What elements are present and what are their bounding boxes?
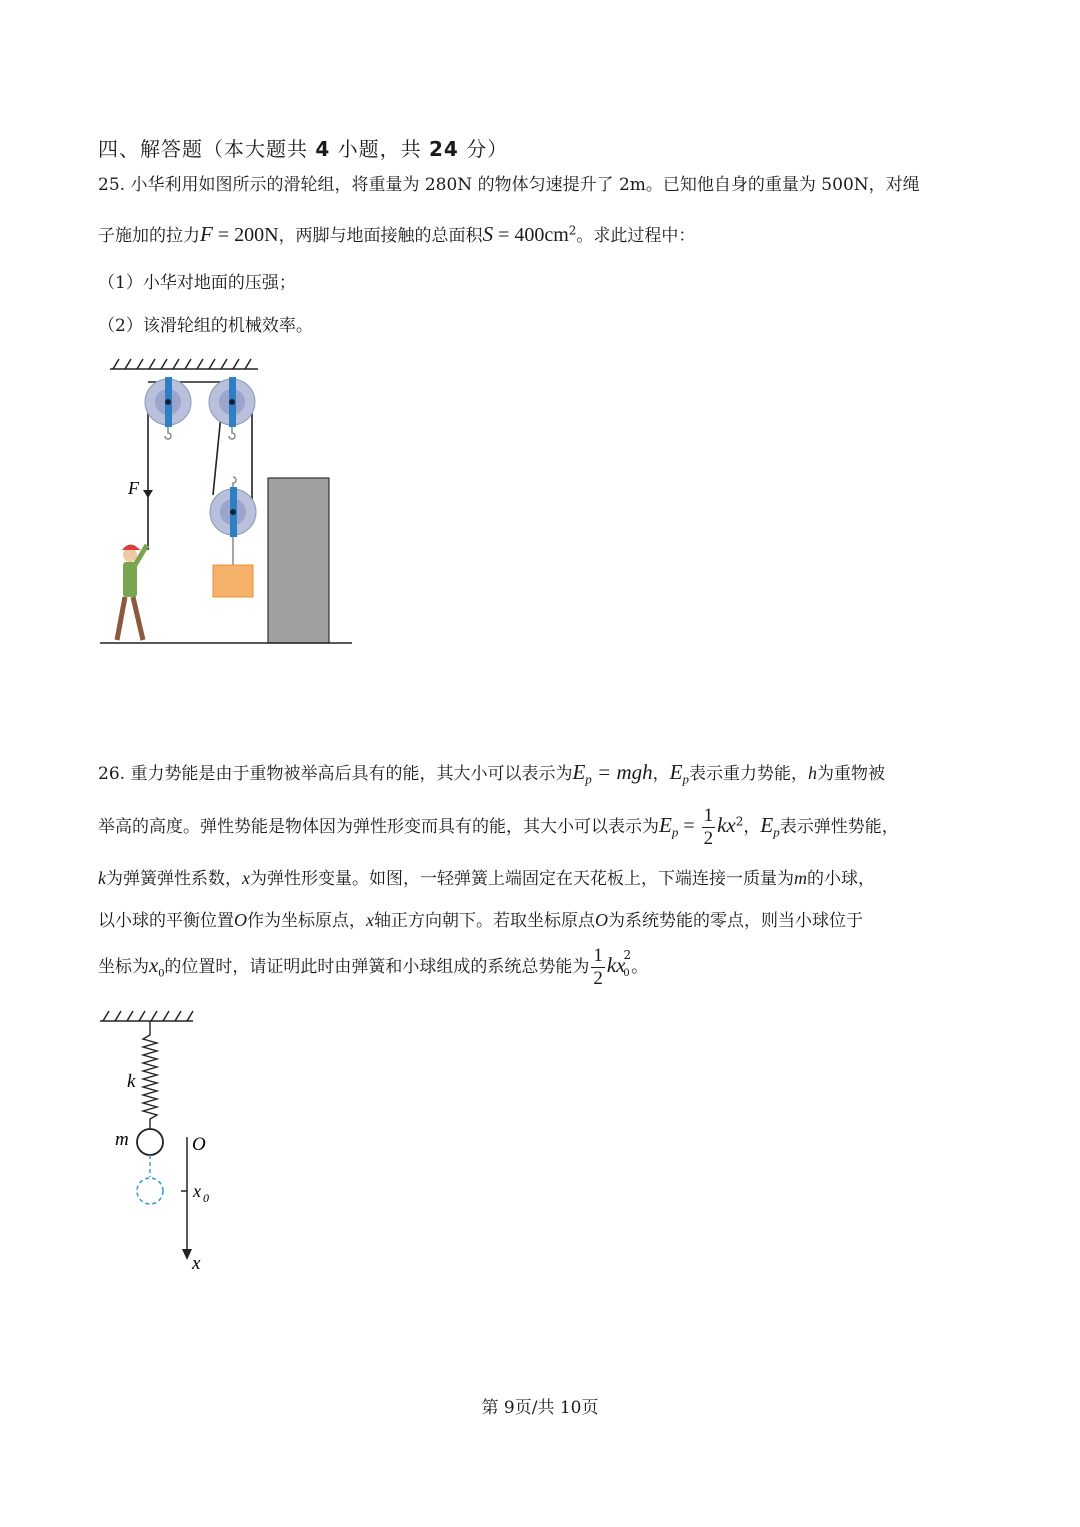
q25-line2: 子施加的拉力F = 200N，两脚与地面接触的总面积$S = 400cm^2$。求此过程中： <box>98 222 696 246</box>
fixed-pulley-right <box>209 377 255 439</box>
label-x0: x <box>193 1181 201 1201</box>
q26-line5: 坐标为$x_0$的位置时，请证明此时由弹簧和小球组成的系统总势能为 $\frac{1}{2}$ $kx_0^2$。 <box>98 945 649 989</box>
q26-line3: k为弹簧弹性系数，x为弹性形变量。如图，一轻弹簧上端固定在天花板上，下端连接一质量为m的小球， <box>98 868 875 889</box>
q26-line1: 26. 重力势能是由于重物被举高后具有的能，其大小可以表示为$E_p$ = mgh，$E_p$表示重力势能，h为重物被 <box>98 760 885 787</box>
label-m: m <box>115 1129 129 1150</box>
spring-coil <box>143 1021 157 1129</box>
fraction-half: $\frac{1}{2}$ <box>703 805 714 849</box>
movable-pulley <box>210 477 256 565</box>
q25-subquestion-1: （1）小华对地面的压强； <box>98 273 296 293</box>
force-arrow <box>143 490 153 498</box>
label-k: k <box>127 1071 136 1092</box>
label-F: F <box>128 478 139 498</box>
label-O: O <box>192 1134 206 1155</box>
q25-line1: 25. 小华利用如图所示的滑轮组，将重量为 280N 的物体匀速提升了 2m。已知他自身的重量为 500N，对绳 <box>98 175 920 195</box>
ceiling-hatch <box>100 1011 193 1021</box>
x-axis-arrow <box>182 1249 192 1260</box>
load-box <box>213 565 253 597</box>
page-footer: 第 9页/共 10页 <box>481 1398 599 1418</box>
q26-line4: 以小球的平衡位置O作为坐标原点，x轴正方向朝下。若取坐标原点O为系统势能的零点，则当小球位于 <box>98 910 863 931</box>
spring-figure <box>95 1005 235 1280</box>
fraction-half-2: $\frac{1}{2}$ <box>593 945 603 989</box>
label-x: x <box>192 1253 201 1274</box>
fixed-pulley-left <box>145 377 191 439</box>
q25-subquestion-2: （2）该滑轮组的机械效率。 <box>98 316 313 336</box>
label-x0-sub: 0 <box>203 1191 209 1205</box>
pulley-figure <box>95 355 360 650</box>
dashed-ball <box>137 1178 163 1204</box>
wall-block <box>268 478 329 643</box>
ball <box>137 1129 163 1155</box>
q26-line2: 举高的高度。弹性势能是物体因为弹性形变而具有的能，其大小可以表示为$E_p$ = $\frac{1}{2}$ $kx^2$，$E_p$表示弹性势能， <box>98 805 899 849</box>
section-title: 四、解答题（本大题共 4 小题，共 24 分） <box>98 137 509 161</box>
ceiling-hatch <box>110 359 258 369</box>
person-figure <box>117 544 147 640</box>
